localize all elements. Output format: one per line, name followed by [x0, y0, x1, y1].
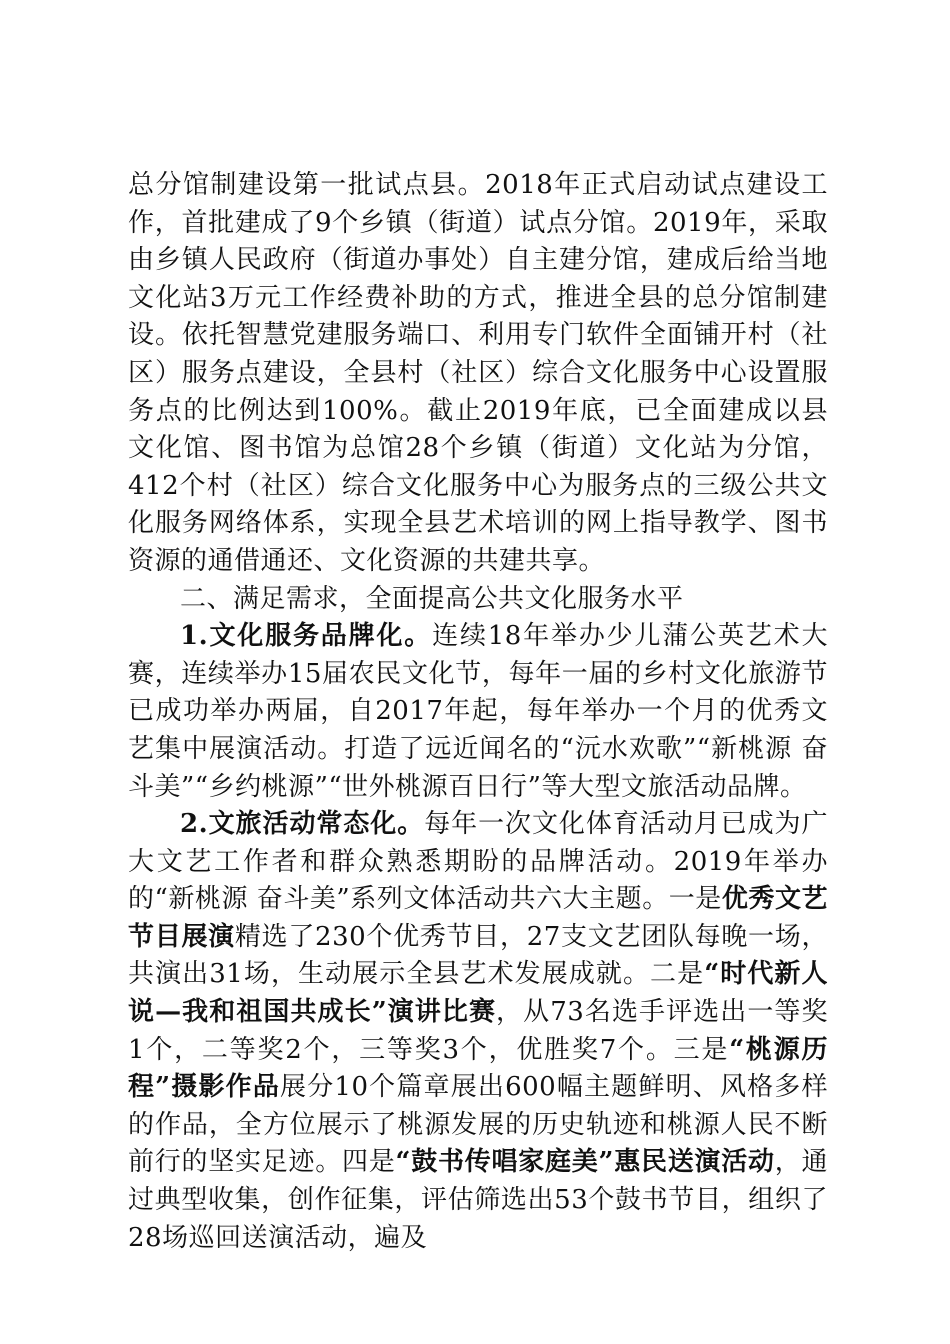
- activities-text-1: 每年一次文化体育活动月已成为广大文艺工作者和群众熟悉期盼的品牌活动。2019年举办的“新桃源 奋斗美”系列文体活动共六大主题。一是: [128, 809, 828, 915]
- paragraph-brand: [128, 618, 828, 806]
- paragraph-brand-lead: 1.文化服务品牌化。: [180, 621, 433, 652]
- activities-text-3: ，从73名选手评选出一等奖1个，二等奖2个，三等奖3个，优胜奖7个。三是: [128, 997, 828, 1065]
- document-page: [128, 167, 828, 1257]
- paragraph-brand-text: 连续18年举办少儿蒲公英艺术大赛，连续举办15届农民文化节，每年一届的乡村文化旅游节已成功举办两届，自2017年起，每年举办一个月的优秀文艺集中展演活动。打造了远近闻名的“沅水欢歌”“新桃源 奋斗美”“乡约桃源”“世外桃源百日行”等大型文旅活动品牌。: [128, 621, 828, 802]
- paragraph-activities-lead: 2.文旅活动常态化。: [180, 809, 425, 840]
- activities-bold-3: “桃源历程”摄影作品: [128, 1034, 828, 1103]
- activities-bold-4: “鼓书传唱家庭美”惠民送演活动: [395, 1147, 775, 1178]
- activities-bold-1: 优秀文艺节目展演: [128, 884, 828, 952]
- paragraph-activities: [128, 806, 828, 1257]
- activities-text-4: 展分10个篇章展出600幅主题鲜明、风格多样的作品，全方位展示了桃源发展的历史轨迹和桃源人民不断前行的坚实足迹。四是: [128, 1072, 828, 1178]
- activities-text-5: ，通过典型收集，创作征集，评估筛选出53个鼓书节目，组织了28场巡回送演活动，遍及: [128, 1147, 828, 1253]
- section-heading: 二、满足需求，全面提高公共文化服务水平: [180, 583, 684, 614]
- activities-bold-2: “时代新人说—我和祖国共成长”演讲比赛: [128, 959, 828, 1028]
- paragraph-network: 总分馆制建设第一批试点县。2018年正式启动试点建设工作，首批建成了9个乡镇（街道）试点分馆。2019年，采取由乡镇人民政府（街道办事处）自主建分馆，建成后给当地文化站3万元工作经费补助的方式，推进全县的总分馆制建设。依托智慧党建服务端口、利用专门软件全面铺开村（社区）服务点建设，全县村（社区）综合文化服务中心设置服务点的比例达到100%。截止2019年底，已全面建成以县文化馆、图书馆为总馆28个乡镇（街道）文化站为分馆，412个村（社区）综合文化服务中心为服务点的三级公共文化服务网络体系，实现全县艺术培训的网上指导教学、图书资源的通借通还、文化资源的共建共享。: [128, 170, 828, 576]
- activities-text-2: 精选了230个优秀节目，27支文艺团队每晚一场，共演出31场，生动展示全县艺术发展成就。二是: [128, 921, 828, 990]
